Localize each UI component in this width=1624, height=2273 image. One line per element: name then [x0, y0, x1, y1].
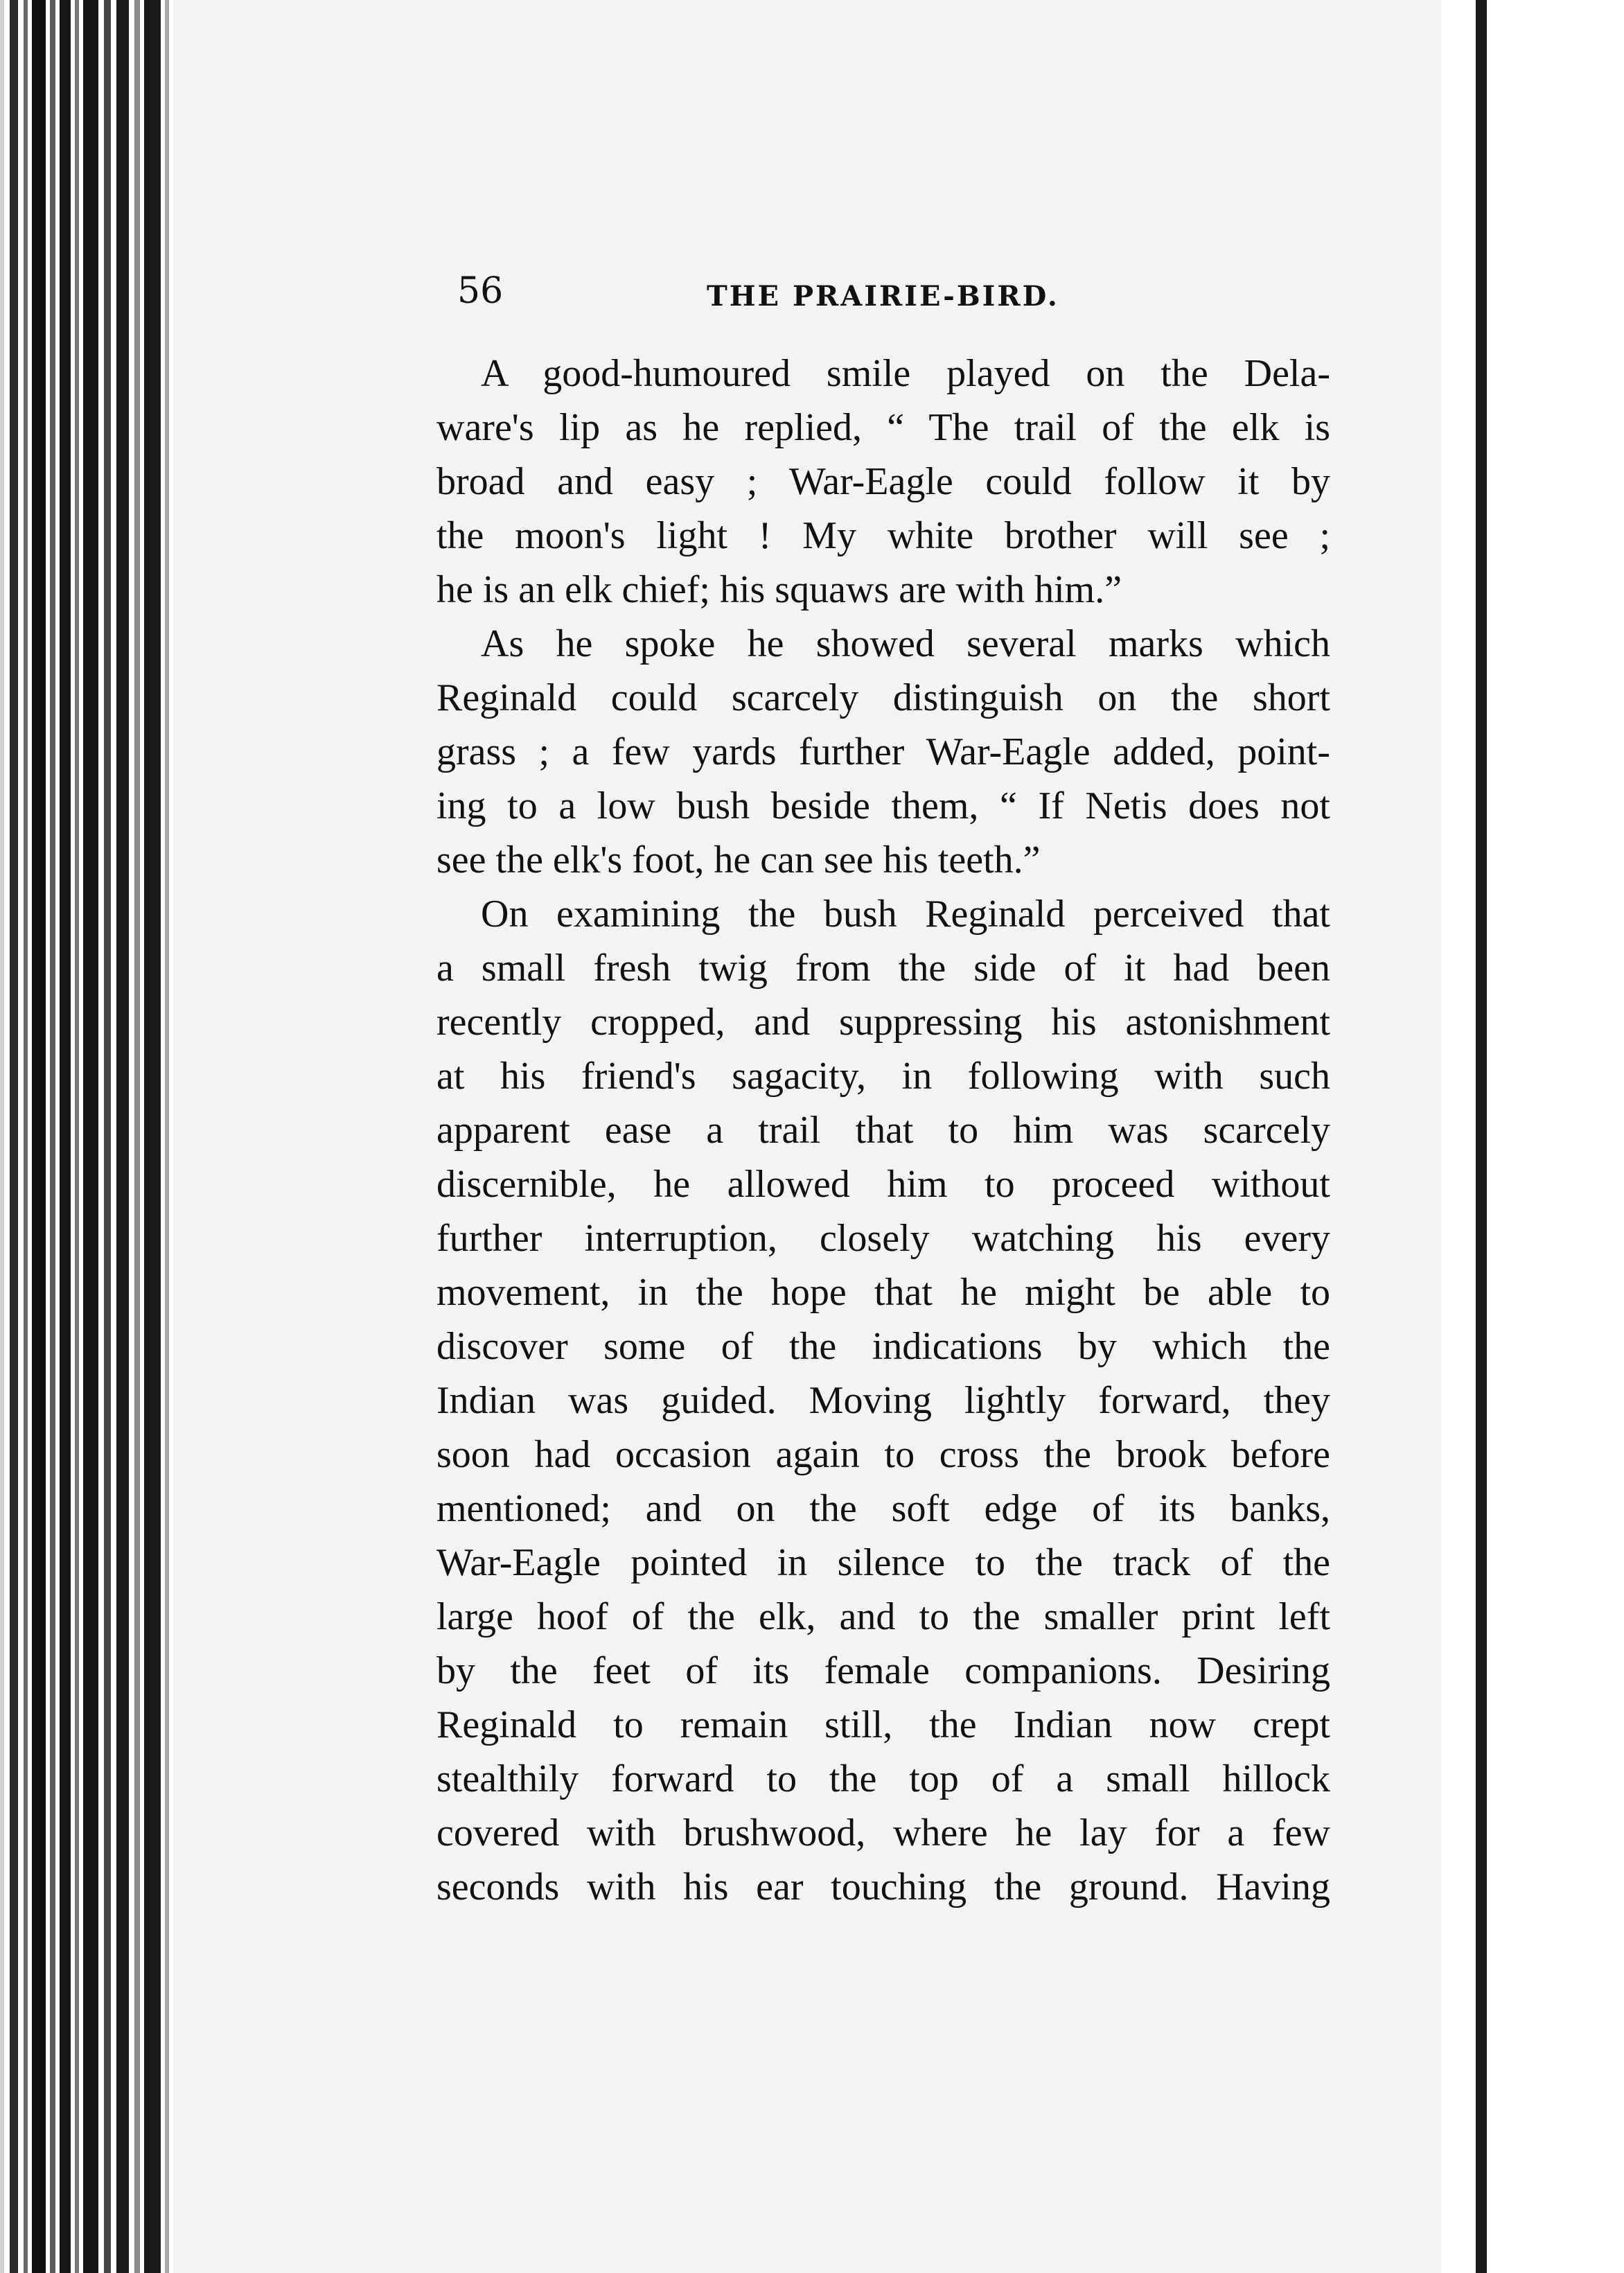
page-header: [457, 270, 1115, 326]
text-line: broad and easy ; War-Eagle could follow it by: [436, 460, 1330, 503]
text-line: Reginald could scarcely distinguish on the short: [436, 676, 1330, 719]
book-page-edges: [0, 0, 173, 2273]
gutter-shadow: [1476, 0, 1487, 2273]
facing-page-edge: [1441, 0, 1624, 2273]
page-edge-band: [10, 0, 18, 2273]
text-line: ing to a low bush beside them, “ If Netis does not: [436, 784, 1330, 827]
page-edge-band: [83, 0, 98, 2273]
page-edge-band: [165, 0, 169, 2273]
text-line: ware's lip as he replied, “ The trail of the elk is: [436, 406, 1330, 449]
page-edge-band: [60, 0, 71, 2273]
text-line: Indian was guided. Moving lightly forward, they: [436, 1379, 1330, 1422]
text-line: On examining the bush Reginald perceived that: [481, 893, 1330, 936]
text-line: movement, in the hope that he might be able to: [436, 1271, 1330, 1314]
page-edge-band: [32, 0, 46, 2273]
text-line: apparent ease a trail that to him was scarcely: [436, 1109, 1330, 1152]
text-line: covered with brushwood, where he lay for a few: [436, 1811, 1330, 1854]
text-line: a small fresh twig from the side of it had been: [436, 947, 1330, 990]
page-edge-band: [75, 0, 79, 2273]
text-line: discover some of the indications by which the: [436, 1325, 1330, 1368]
page-edge-band: [104, 0, 111, 2273]
text-line: grass ; a few yards further War-Eagle added, point-: [436, 730, 1330, 773]
text-line: seconds with his ear touching the ground. Having: [436, 1866, 1330, 1908]
text-line: by the feet of its female companions. Desiring: [436, 1649, 1330, 1692]
page-edge-band: [144, 0, 161, 2273]
text-line: Reginald to remain still, the Indian now crept: [436, 1703, 1330, 1746]
text-line: see the elk's foot, he can see his teeth.”: [436, 839, 1041, 881]
text-line: soon had occasion again to cross the brook before: [436, 1433, 1330, 1476]
page-edge-band: [134, 0, 140, 2273]
page-edge-band: [50, 0, 55, 2273]
text-line: at his friend's sagacity, in following with such: [436, 1055, 1330, 1098]
text-line: he is an elk chief; his squaws are with him.”: [436, 568, 1122, 611]
page-number: 56: [457, 270, 504, 312]
text-line: large hoof of the elk, and to the smaller print left: [436, 1595, 1330, 1638]
text-line: discernible, he allowed him to proceed without: [436, 1163, 1330, 1206]
text-line: War-Eagle pointed in silence to the track of the: [436, 1541, 1330, 1584]
text-line: A good-humoured smile played on the Dela-: [481, 352, 1330, 395]
text-line: the moon's light ! My white brother will see ;: [436, 514, 1330, 557]
text-line: further interruption, closely watching his every: [436, 1217, 1330, 1260]
page-edge-band: [116, 0, 129, 2273]
body-text: [436, 346, 1330, 1914]
text-line: stealthily forward to the top of a small hillock: [436, 1757, 1330, 1800]
text-line: mentioned; and on the soft edge of its banks,: [436, 1487, 1330, 1530]
page-edge-band: [0, 0, 4, 2273]
text-line: As he spoke he showed several marks which: [481, 622, 1330, 665]
text-line: recently cropped, and suppressing his astonishment: [436, 1001, 1330, 1044]
page-edge-band: [24, 0, 28, 2273]
running-head: THE PRAIRIE-BIRD.: [707, 280, 1059, 313]
